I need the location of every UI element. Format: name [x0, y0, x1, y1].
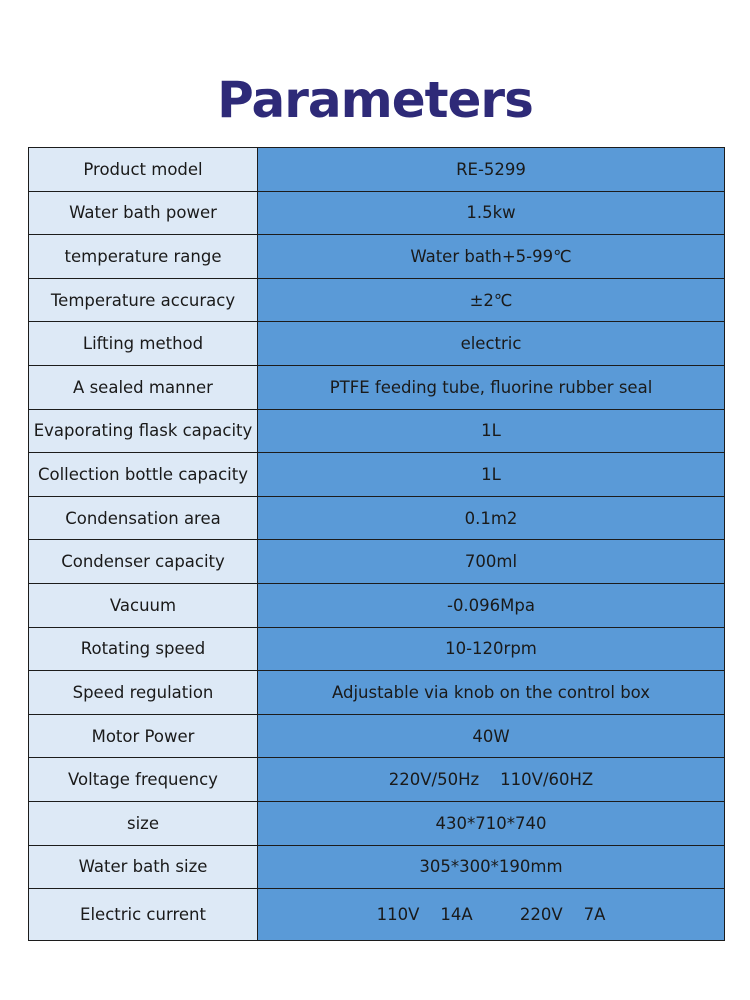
parameter-label: Temperature accuracy	[29, 278, 258, 322]
parameter-label: Motor Power	[29, 714, 258, 758]
parameter-value: 430*710*740	[258, 801, 725, 845]
parameter-label: Voltage frequency	[29, 758, 258, 802]
parameter-label: Collection bottle capacity	[29, 453, 258, 497]
parameter-label: Speed regulation	[29, 671, 258, 715]
table-row	[29, 365, 725, 409]
parameter-value: 305*300*190mm	[258, 845, 725, 889]
parameter-label: Water bath size	[29, 845, 258, 889]
parameter-value: 1L	[258, 409, 725, 453]
parameter-label: Electric current	[29, 889, 258, 941]
parameter-label: A sealed manner	[29, 365, 258, 409]
parameter-value: 10-120rpm	[258, 627, 725, 671]
table-row	[29, 191, 725, 235]
table-row	[29, 627, 725, 671]
table-row	[29, 409, 725, 453]
table-row	[29, 714, 725, 758]
table-row	[29, 235, 725, 279]
parameter-value: 1L	[258, 453, 725, 497]
parameter-label: Condensation area	[29, 496, 258, 540]
parameter-value: electric	[258, 322, 725, 366]
table-row	[29, 758, 725, 802]
table-row	[29, 453, 725, 497]
table-row	[29, 801, 725, 845]
parameter-value: Water bath+5-99℃	[258, 235, 725, 279]
parameter-value: 700ml	[258, 540, 725, 584]
parameter-value: 220V/50Hz 110V/60HZ	[258, 758, 725, 802]
table-row	[29, 148, 725, 192]
table-row	[29, 889, 725, 941]
parameter-label: Water bath power	[29, 191, 258, 235]
parameter-value: Adjustable via knob on the control box	[258, 671, 725, 715]
parameter-value: RE-5299	[258, 148, 725, 192]
parameter-value: 0.1m2	[258, 496, 725, 540]
parameter-label: Evaporating flask capacity	[29, 409, 258, 453]
table-row	[29, 540, 725, 584]
parameter-label: Condenser capacity	[29, 540, 258, 584]
parameter-value: ±2℃	[258, 278, 725, 322]
parameter-value: 110V 14A 220V 7A	[258, 889, 725, 941]
table-row	[29, 671, 725, 715]
parameter-label: Vacuum	[29, 583, 258, 627]
page-title: Parameters	[217, 70, 533, 129]
parameter-value: 1.5kw	[258, 191, 725, 235]
parameter-value: 40W	[258, 714, 725, 758]
parameter-label: Product model	[29, 148, 258, 192]
parameter-label: Rotating speed	[29, 627, 258, 671]
table-row	[29, 583, 725, 627]
parameter-label: Lifting method	[29, 322, 258, 366]
table-row	[29, 496, 725, 540]
parameter-value: PTFE feeding tube, fluorine rubber seal	[258, 365, 725, 409]
parameter-value: -0.096Mpa	[258, 583, 725, 627]
table-row	[29, 278, 725, 322]
table-row	[29, 322, 725, 366]
table-row	[29, 845, 725, 889]
parameters-table	[28, 147, 725, 941]
parameter-label: temperature range	[29, 235, 258, 279]
parameters-table-body	[29, 148, 725, 941]
parameter-label: size	[29, 801, 258, 845]
